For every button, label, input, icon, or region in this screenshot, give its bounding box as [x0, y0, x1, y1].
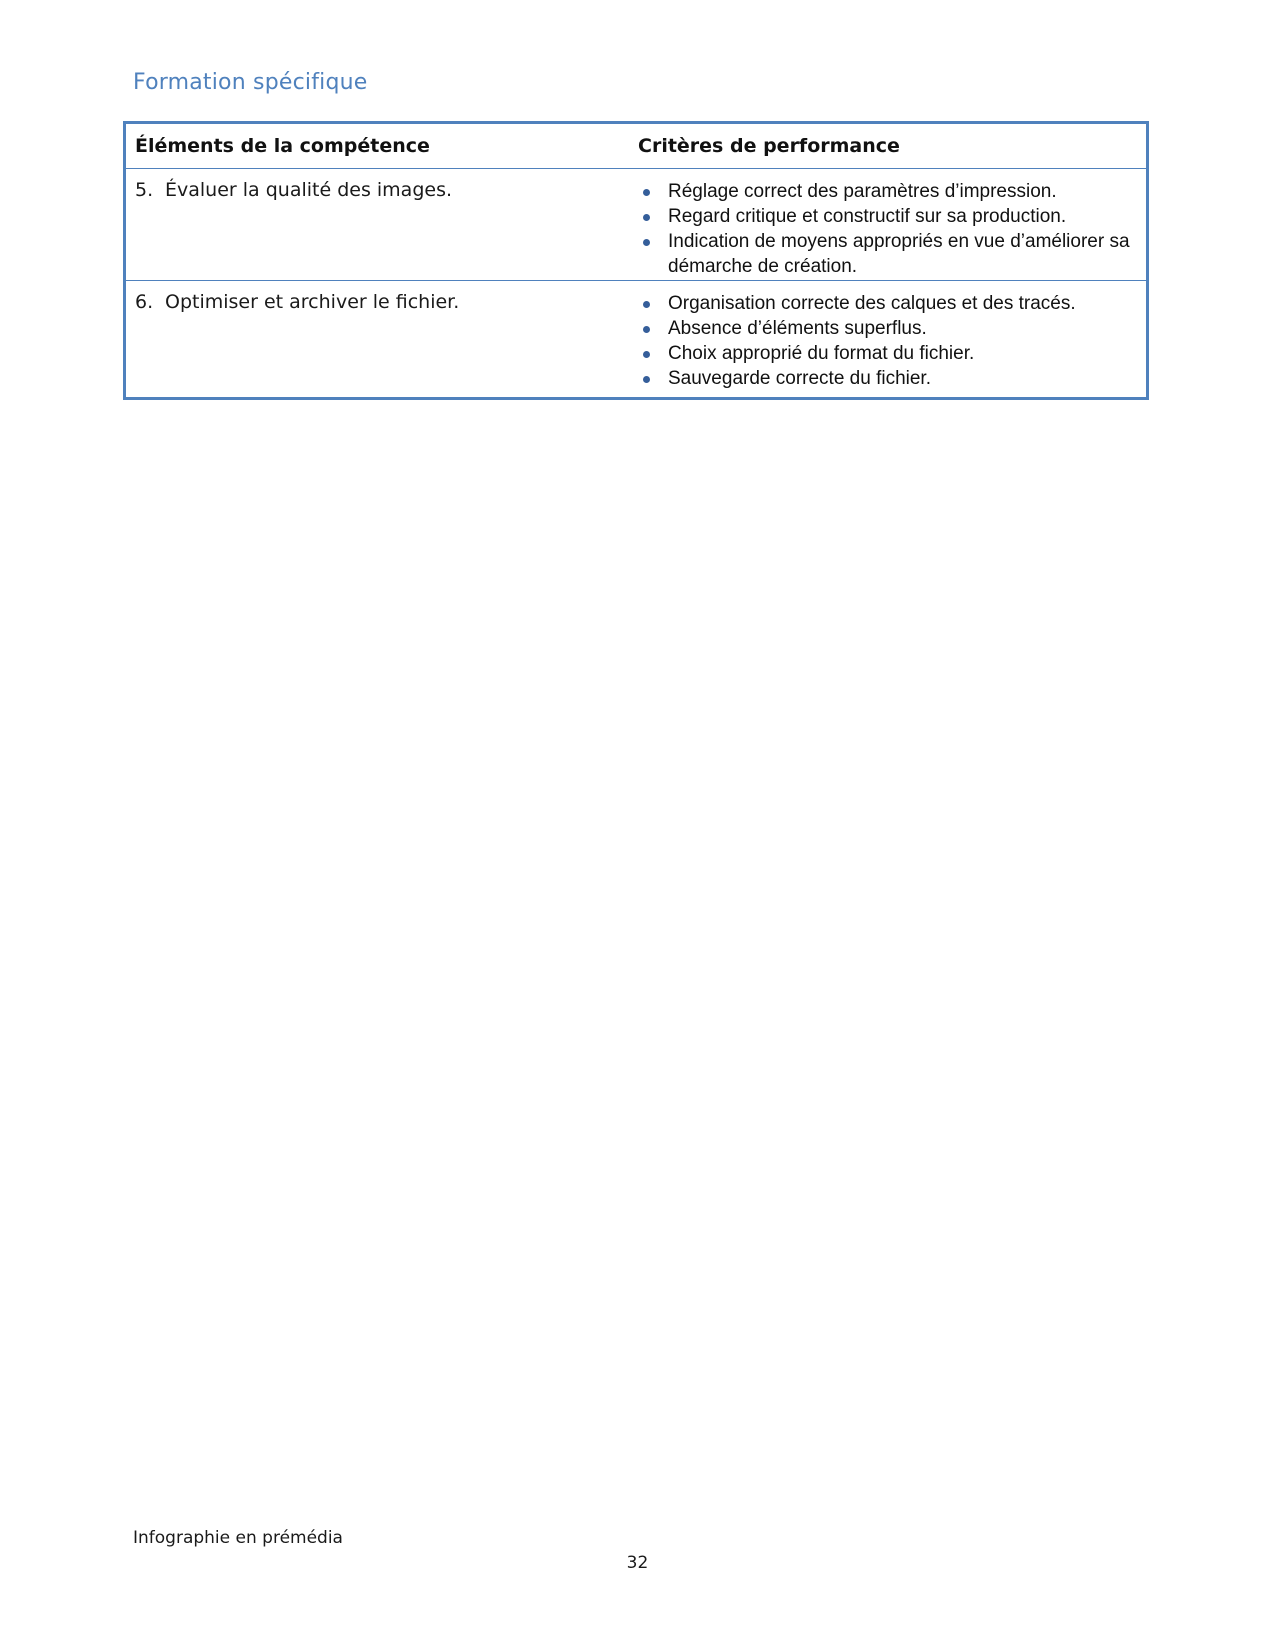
criteria-cell — [638, 169, 1146, 280]
bullet-icon — [643, 239, 650, 246]
criteria-item: Organisation correcte des calques et des tracés. — [638, 291, 1146, 316]
element-text: Évaluer la qualité des images. — [165, 179, 453, 201]
criteria-item: Indication de moyens appropriés en vue d’améliorer sa démarche de création. — [638, 229, 1146, 279]
bullet-icon — [643, 214, 650, 221]
table-row — [126, 281, 1146, 397]
bullet-icon — [643, 189, 650, 196]
bullet-icon — [643, 351, 650, 358]
criteria-item: Sauvegarde correcte du fichier. — [638, 366, 1146, 391]
competence-table — [123, 121, 1149, 400]
element-number: 6. — [135, 291, 154, 313]
element-number: 5. — [135, 179, 154, 201]
bullet-icon — [643, 301, 650, 308]
element-text: Optimiser et archiver le fichier. — [165, 291, 460, 313]
element-cell — [126, 281, 638, 397]
table-header-row — [126, 124, 1146, 169]
footer-document-name: Infographie en prémédia — [133, 1528, 343, 1548]
criteria-item: Regard critique et constructif sur sa production. — [638, 204, 1146, 229]
header-criteres: Critères de performance — [638, 135, 900, 157]
table-row — [126, 169, 1146, 281]
criteria-list — [638, 169, 1146, 287]
bullet-icon — [643, 376, 650, 383]
criteria-item: Absence d’éléments superflus. — [638, 316, 1146, 341]
page-number: 32 — [626, 1553, 649, 1573]
criteria-cell — [638, 281, 1146, 397]
criteria-item: Choix approprié du format du fichier. — [638, 341, 1146, 366]
section-title: Formation spécifique — [133, 70, 368, 95]
header-elements: Éléments de la compétence — [135, 135, 430, 157]
element-cell — [126, 169, 638, 280]
criteria-item: Réglage correct des paramètres d’impression. — [638, 179, 1146, 204]
criteria-list — [638, 281, 1146, 399]
bullet-icon — [643, 326, 650, 333]
